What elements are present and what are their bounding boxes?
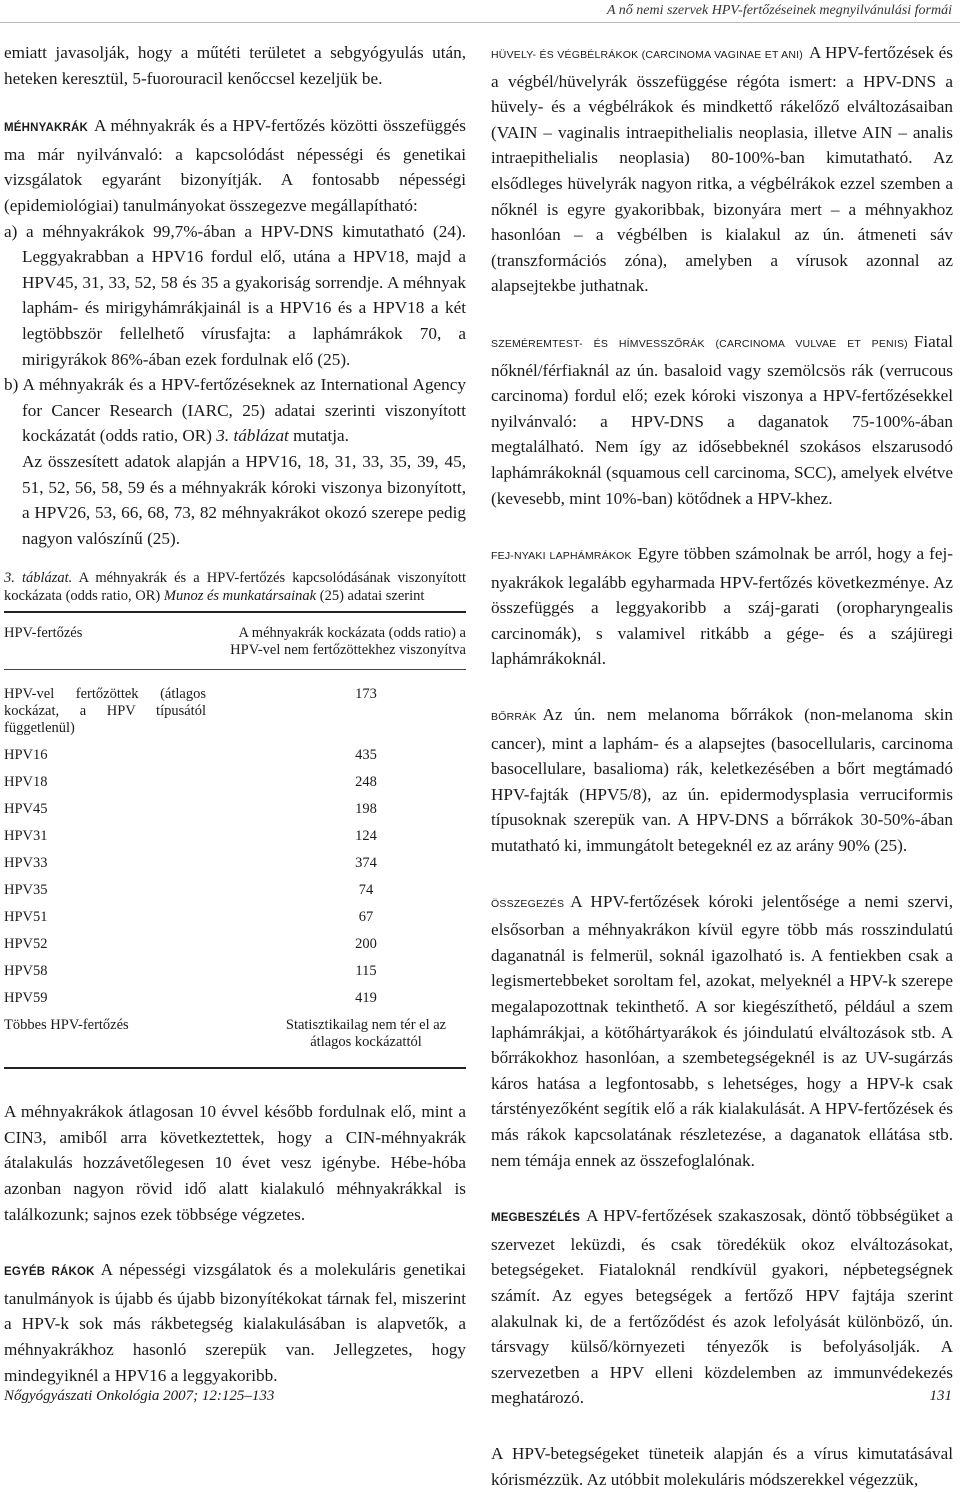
final-paragraph: A HPV-betegségeket tüneteik alapján és a vírus kimutatásával kórismézzük. Az utóbbit molekuláris módszerekkel végezzük, — [491, 1443, 953, 1489]
journal-citation: Nőgyógyászati Onkológia 2007; 12:125–133 — [4, 1388, 275, 1404]
summary-section — [491, 889, 953, 1174]
row-label: Többes HPV-fertőzés — [4, 1017, 129, 1034]
summary-heading: ÖSSZEGEZÉS — [491, 897, 565, 910]
table-row — [4, 904, 466, 931]
vagina-section — [491, 40, 953, 299]
discussion-section — [491, 1203, 953, 1411]
table-row — [4, 796, 466, 823]
table-row — [4, 931, 466, 958]
list-item-b-continuation: Az összesített adatok alapján a HPV16, 18, 31, 33, 35, 39, 45, 51, 52, 56, 58, 59 és a méhnyakrák kóroki viszonya bizonyított, a HPV26, 53, 66, 68, 73, 82 méhnyakrákot okozó szerepe pedig nagyon valószínű (25). — [22, 451, 466, 548]
row-label: HPV52 — [4, 936, 48, 953]
row-value: 198 — [355, 801, 377, 818]
right-column — [491, 40, 953, 1492]
table-row — [4, 670, 466, 743]
row-label: HPV35 — [4, 882, 48, 899]
row-value: 248 — [355, 774, 377, 791]
row-label: HPV-vel fertőzöttek (átlagos kockázat, a HPV típusától függetlenül) — [4, 686, 206, 737]
vulva-section — [491, 329, 953, 511]
after-table-paragraph: A méhnyakrákok átlagosan 10 évvel később fordulnak elő, mint a CIN3, amiből arra következtettek, hogy a CIN-méhnyakrák átalakulás hozzávetőlegesen 10 évet vesz igénybe. Hébe-hóba azonban nagyon rövid idő alatt kialakuló méhnyakrákkal is találkozunk; sajnos ezek többsége végzetes. — [4, 1102, 466, 1224]
table-caption-text: A méhnyakrák és a HPV-fertőzés kapcsolódásának viszonyított kockázata (odds ratio, OR) — [4, 570, 466, 605]
row-value: 67 — [358, 909, 374, 926]
running-title: A nő nemi szervek HPV-fertőzéseinek megnyilvánulási formái — [607, 3, 952, 18]
running-header — [0, 0, 960, 23]
row-value: 200 — [355, 936, 377, 953]
col-header-risk: A méhnyakrák kockázata (odds ratio) a HPV-vel nem fertőzöttekhez viszonyítva — [206, 612, 466, 670]
headneck-text: Egyre többen számolnak be arról, hogy a fej-nyakrákok legalább egyharmada HPV-fertőzés következménye. Az összefüggés a leggyakoribb a száj-garati (oropharyngealis carcinomák), s valamivel ritkább a gége- és a szájüregi laphámrákoknál. — [491, 544, 954, 669]
list-item-b — [4, 372, 466, 449]
intro-paragraph: emiatt javasolják, hogy a műtéti területet a sebgyógyulás után, heteken keresztül, 5-fuorouracil kenőccsel kezeljük be. — [4, 43, 466, 88]
table-header-row — [4, 612, 466, 670]
discussion-text: A HPV-fertőzések szakaszosak, döntő többségüket a szervezet leküzdi, és csak töredékük okoz elváltozásokat, betegségeket. Fiataloknál rendkívül gyakori, népbetegségnek számít. Az egyes betegségek a fertőző HPV fajtája szerint alakulnak ki, de a fertőződést és azok lefolyását különböző, ún. társvagy külső/környezeti tényezők is befolyásolják. A szervezetben a HPV elleni közdelemben az immunvédekezés meghatározó. — [491, 1206, 953, 1408]
headneck-heading: FEJ-NYAKI LAPHÁMRÁKOK — [491, 550, 632, 563]
col-header-infection: HPV-fertőzés — [4, 612, 206, 670]
table-row — [4, 985, 466, 1012]
row-value: 74 — [358, 882, 374, 899]
row-value: Statisztikailag nem tér el az átlagos kockázattól — [285, 1017, 447, 1051]
other-cancers-text: A népességi vizsgálatok és a molekuláris genetikai tanulmányok is újabb és újabb bizonyítékokat tárnak fel, miszerint a HPV-k sok más rákbetegség kialakulásában is alapvetők, a méhnyakrákhoz hasonló szerepük van. Jellegzetes, hogy mindegyiknél a HPV16 a leggyakoribb. — [4, 1260, 466, 1385]
left-column — [4, 40, 466, 1388]
cervix-heading: MÉHNYAKRÁK — [4, 122, 88, 135]
table-row — [4, 823, 466, 850]
row-label: HPV31 — [4, 828, 48, 845]
table-row — [4, 958, 466, 985]
page-number: 131 — [929, 1388, 952, 1404]
discussion-heading: MEGBESZÉLÉS — [491, 1212, 581, 1225]
row-value: 115 — [355, 963, 377, 980]
vulva-heading: SZEMÉREMTEST- ÉS HÍMVESSZŐRÁK (CARCINOMA VULVAE ET PENIS) — [491, 337, 908, 350]
skin-section — [491, 702, 953, 859]
table-row — [4, 742, 466, 769]
summary-text: A HPV-fertőzések kóroki jelentősége a nemi szervi, elsősorban a méhnyakrákon kívül egyre több más rosszindulatú daganatnál is felmerül, soknál igazolható is. A fentiekben csak a legismertebbeket soroltam fel, azokat, melyeknél a HPV-k szerepe megalapozottnak tekinthető. A sor kiegészíthető, például a szem laphámrákjai, a kötőhártyarákok és jóindulatú elváltozások stb. A bőrrákokhoz hasonlóan, a szembetegségeknél is az UV-sugárzás káros hatása a legfontosabb, s lehetséges, hogy a HPV-k csak társtényezőként segítik elő a rák kialakulását. A HPV-fertőzések és más rákok kapcsolatának részletezése, a daganatok ellátása stb. nem témája ennek az összefoglalónak. — [491, 891, 953, 1170]
row-value: 374 — [355, 855, 377, 872]
row-value: 435 — [355, 747, 377, 764]
vagina-text: A HPV-fertőzések és a végbél/hüvelyrák összefüggése régóta ismert: a HPV-DNS a hüvely- és a végbélrákok és mindkettő rákelőző elváltozásaiban (VAIN – vaginalis intraepithelialis neoplasia, illetve AIN – analis intraepithelialis neoplasia) 80-100%-ban kimutatható. Az elsődleges hüvelyrák nagyon ritka, a végbélrákok ezzel szemben a nőknél is egyre gyakoribbak, bizonyára mert – a méhnyakhoz hasonlóan – a végbélben is kialakul az ún. átmeneti sáv (transzformációs zóna), amelyben a vírusok azonnal az alapsejtekbe juthatnak. — [491, 43, 953, 296]
table-row — [4, 877, 466, 904]
row-label: HPV33 — [4, 855, 48, 872]
list-item-b-tail: mutatja. — [293, 426, 349, 446]
table-caption — [4, 569, 466, 605]
list-item-a: a) a méhnyakrákok 99,7%-ában a HPV-DNS kimutatható (24). Leggyakrabban a HPV16 fordul elő, utána a HPV18, majd a HPV45, 31, 33, 52, 58 és 35 a gyakoriság sorrendje. A méhnyak laphám- és mirigyhámrákjainál is a HPV16 és a HPV18 a két legtöbbször fellelhető vírusfajta: a laphámrákok 70, a mirigyrákok 86%-ában ezek fordulnak elő (25). — [4, 221, 466, 369]
skin-text: Az ún. nem melanoma bőrrákok (non-melanoma skin cancer), mint a laphám- és a alapsejtes (basocellularis, carcinoma basocellulare, basalioma) rák, keletkezésében a bőrt megtámadó HPV-fajták (HPV5/8), az ún. epidermodysplasia verruciformis típusoknak szerepük van. A HPV-DNS a bőrrákok 30-50%-ában mutatható ki, immungátolt betegeknél ez az arány 90% (25). — [491, 705, 953, 856]
row-label: HPV59 — [4, 990, 48, 1007]
table-caption-source: Munoz és munkatársainak — [163, 588, 317, 605]
headneck-section — [491, 541, 953, 672]
skin-heading: BŐRRÁK — [491, 711, 537, 724]
row-label: HPV16 — [4, 747, 48, 764]
row-label: HPV18 — [4, 774, 48, 791]
vagina-heading: HÜVELY- ÉS VÉGBÉLRÁKOK (CARCINOMA VAGINAE ET ANI) — [491, 49, 803, 61]
cervix-text: A méhnyakrák és a HPV-fertőzés közötti összefüggés ma már nyilvánvaló: a kapcsolódást népességi és genetikai vizsgálatok egyaránt bizonyítják. A fontosabb népességi (epidemiológiai) tanulmányokat összegezve megállapítható: — [4, 116, 466, 215]
row-label: HPV45 — [4, 801, 48, 818]
table-caption-tail: (25) adatai szerint — [319, 588, 425, 605]
row-value: 173 — [355, 686, 377, 703]
table-row — [4, 1012, 466, 1068]
table-row — [4, 769, 466, 796]
vulva-text: Fiatal nőknél/férfiaknál az ún. basaloid vagy szemölcsös rák (verrucous carcinoma) fordul elő; ezek kóroki viszonya a HPV-fertőzésekkel nyilvánvaló: a HPV-DNS a daganatok 75-100%-ában megtalálható. Nem így az idősebbeknél szokásos elszarusodó laphámrákoknál (squamous cell carcinoma, SCC), amelyek elvétve (kevesebb, mint 10%-ban) kötődnek a HPV-khez. — [491, 331, 953, 508]
table-body — [4, 670, 466, 1069]
list-item-b-text: b) A méhnyakrák és a HPV-fertőzéseknek az International Agency for Cancer Research (IARC, 25) adatai szerinti viszonyított kockázatát (odds ratio, OR) — [4, 375, 466, 446]
table-row — [4, 850, 466, 877]
row-value: 124 — [355, 828, 377, 845]
cervix-section — [4, 113, 466, 218]
row-value: 419 — [355, 990, 377, 1007]
other-cancers-heading: EGYÉB RÁKOK — [4, 1266, 95, 1279]
odds-ratio-table — [4, 611, 466, 1069]
table-number: 3. táblázat. — [4, 570, 73, 587]
row-label: HPV58 — [4, 963, 48, 980]
row-label: HPV51 — [4, 909, 48, 926]
other-cancers-section — [4, 1257, 466, 1388]
table-reference: 3. táblázat — [216, 426, 289, 446]
